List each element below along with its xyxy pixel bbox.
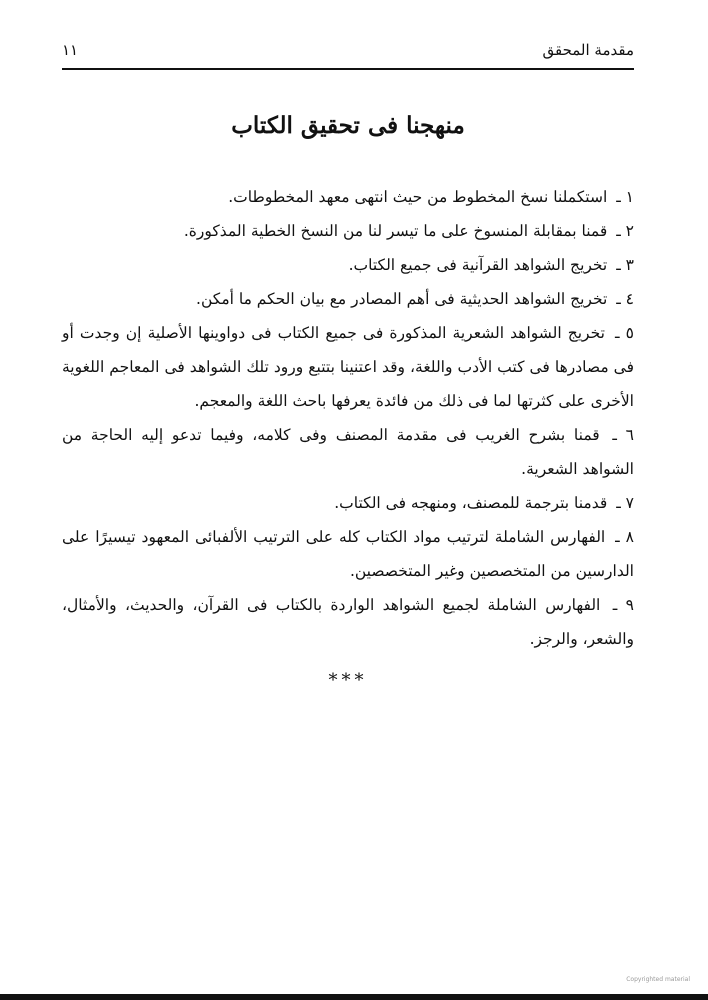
- item-text: الفهارس الشاملة لترتيب مواد الكتاب كله على الترتيب الألفبائى المعهود تيسيرًا على الدارسين من المتخصصين وغير المتخصصين.: [62, 528, 634, 580]
- list-item: [62, 214, 634, 248]
- item-number: ٧ ـ: [616, 494, 634, 512]
- method-list: [62, 180, 634, 698]
- item-number: ٨ ـ: [615, 528, 634, 546]
- list-item: [62, 282, 634, 316]
- header-rule: [62, 68, 634, 70]
- copyright-notice: Copyrighted material: [626, 976, 690, 983]
- section-title: مقدمة المحقق: [542, 41, 634, 59]
- item-text: تخريج الشواهد الحديثية فى أهم المصادر مع بيان الحكم ما أمكن.: [196, 290, 608, 308]
- item-number: ٦ ـ: [612, 426, 634, 444]
- list-item: [62, 520, 634, 588]
- item-number: ٩ ـ: [612, 596, 634, 614]
- item-text: تخريج الشواهد القرآنية فى جميع الكتاب.: [348, 256, 608, 274]
- list-item: [62, 588, 634, 656]
- item-number: ٣ ـ: [616, 256, 634, 274]
- item-number: ٥ ـ: [615, 324, 634, 342]
- list-item: [62, 418, 634, 486]
- list-item: [62, 180, 634, 214]
- item-text: استكملنا نسخ المخطوط من حيث انتهى معهد المخطوطات.: [228, 188, 608, 206]
- running-head: [62, 38, 634, 62]
- item-number: ٤ ـ: [616, 290, 634, 308]
- list-item: [62, 316, 634, 418]
- item-text: قدمنا بترجمة للمصنف، ومنهجه فى الكتاب.: [334, 494, 608, 512]
- page-number: ١١: [62, 41, 79, 59]
- section-separator: ***: [328, 670, 368, 691]
- page-title: منهجنا فى تحقيق الكتاب: [231, 112, 465, 139]
- list-item: [62, 486, 634, 520]
- list-item: [62, 248, 634, 282]
- item-text: قمنا بمقابلة المنسوخ على ما تيسر لنا من النسخ الخطية المذكورة.: [183, 222, 608, 240]
- item-text: الفهارس الشاملة لجميع الشواهد الواردة بالكتاب فى القرآن، والحديث، والأمثال، والشعر، والرجز.: [62, 596, 634, 648]
- item-number: ٢ ـ: [616, 222, 634, 240]
- item-number: ١ ـ: [616, 188, 634, 206]
- item-text: قمنا بشرح الغريب فى مقدمة المصنف وفى كلامه، وفيما تدعو إليه الحاجة من الشواهد الشعرية.: [62, 426, 634, 478]
- item-text: تخريج الشواهد الشعرية المذكورة فى جميع الكتاب فى دواوينها الأصلية إن وجدت أو فى مصادرها فى كتب الأدب واللغة، وقد اعتنينا بتتبع ورود تلك الشواهد فى المعاجم اللغوية الأخرى على كثرتها لما فى ذلك من فائدة يعرفها باحث اللغة والمعجم.: [62, 324, 634, 410]
- bottom-border: [0, 994, 708, 1000]
